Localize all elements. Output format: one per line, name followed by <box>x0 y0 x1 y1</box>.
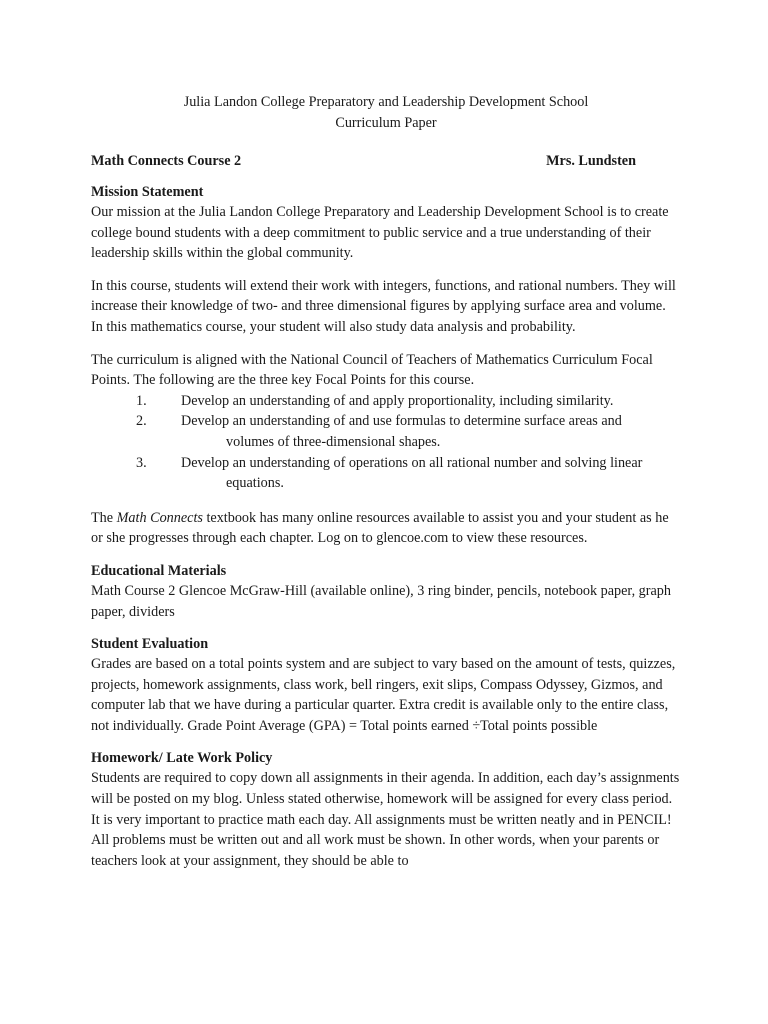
course-header-row <box>91 151 681 172</box>
list-item <box>91 411 681 452</box>
teacher-name: Mrs. Lundsten <box>546 153 636 169</box>
textbook-paragraph: The Math Connects textbook has many online resources available to assist you and your student as he or she progresses through each chapter. Log on to glencoe.com to view these resources. <box>91 509 669 547</box>
list-item-continuation: equations. <box>226 475 284 492</box>
list-item-text: Develop an understanding of operations on all rational number and solving linear <box>181 454 643 471</box>
list-item-number: 3. <box>136 454 147 471</box>
materials-text: Math Course 2 Glencoe McGraw-Hill (available online), 3 ring binder, pencils, notebook paper, graph paper, dividers <box>91 582 671 620</box>
curriculum-intro: The curriculum is aligned with the National Council of Teachers of Mathematics Curriculum Focal Points. The following are the three key Focal Points for this course. <box>91 351 653 389</box>
list-item-number: 2. <box>136 413 147 430</box>
mission-heading: Mission Statement <box>91 184 204 200</box>
homework-text: Students are required to copy down all assignments in their agenda. In addition, each day’s assignments will be posted on my blog. Unless stated otherwise, homework will be assigned for every class period. It is very important to practice math each day. All assignments must be written neatly and in PENCIL! All problems must be written out and all work must be shown. In other words, when your parents or teachers look at your assignment, they should be able to <box>91 770 680 869</box>
list-item <box>91 391 681 412</box>
document-page <box>91 92 681 871</box>
evaluation-text: Grades are based on a total points system and are subject to vary based on the amount of tests, quizzes, projects, homework assignments, class work, bell ringers, exit slips, Compass Odyssey, Gizmos, and computer lab that we have during a particular quarter. Extra credit is available only to the entire class, not individually. Grade Point Average (GPA) = Total points earned ÷Total points possible <box>91 656 676 734</box>
list-item-text: Develop an understanding of and apply proportionality, including similarity. <box>181 392 614 409</box>
mission-text: Our mission at the Julia Landon College Preparatory and Leadership Development School is to create college bound students with a deep commitment to public service and a true understanding of their leadership skills within the global community. <box>91 204 669 262</box>
course-name: Math Connects Course 2 <box>91 153 242 169</box>
materials-heading: Educational Materials <box>91 562 227 579</box>
evaluation-heading: Student Evaluation <box>91 636 209 653</box>
homework-heading: Homework/ Late Work Policy <box>91 750 273 767</box>
list-item <box>91 453 681 494</box>
course-intro: In this course, students will extend their work with integers, functions, and rational numbers. They will increase their knowledge of two- and three dimensional figures by applying surface area and volume. In this mathematics course, your student will also study data analysis and probability. <box>91 277 676 335</box>
list-item-text: Develop an understanding of and use formulas to determine surface areas and <box>181 413 622 430</box>
document-subtitle: Curriculum Paper <box>335 115 437 131</box>
textbook-title: Math Connects <box>116 509 203 526</box>
school-name: Julia Landon College Preparatory and Leadership Development School <box>183 94 589 110</box>
list-item-continuation: volumes of three-dimensional shapes. <box>226 433 441 450</box>
focal-points-list <box>91 391 681 494</box>
list-item-number: 1. <box>136 392 147 409</box>
